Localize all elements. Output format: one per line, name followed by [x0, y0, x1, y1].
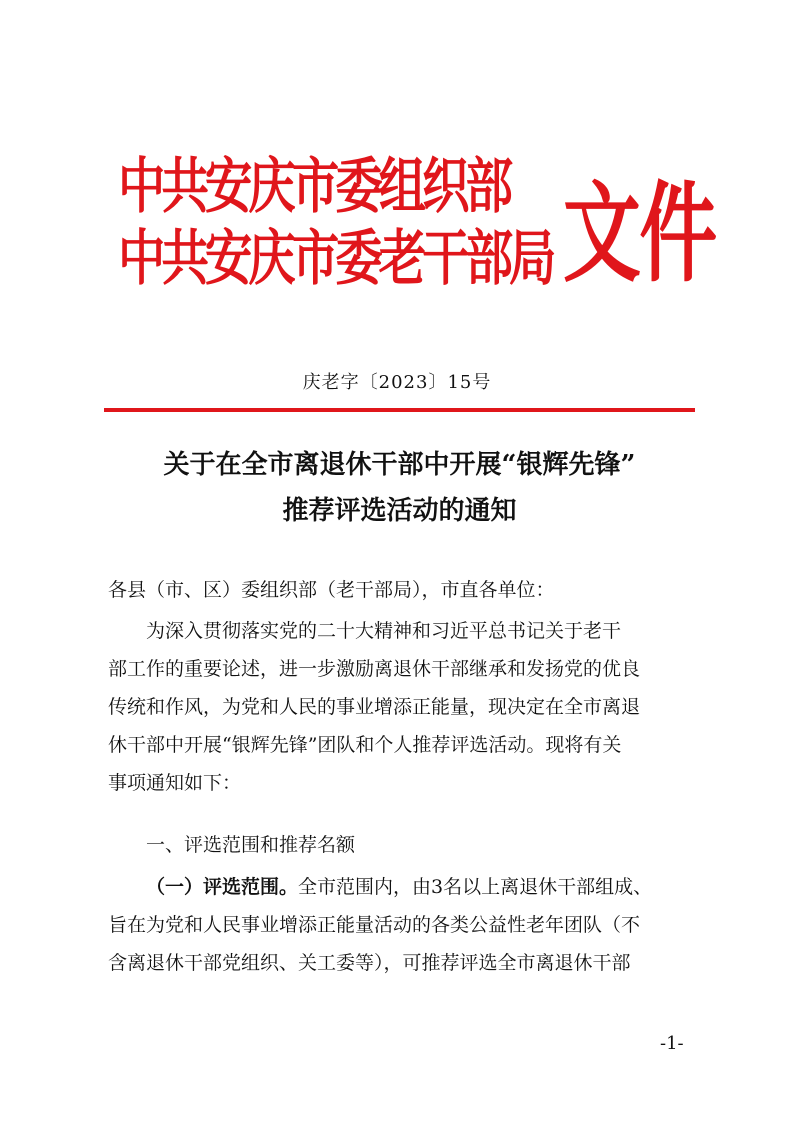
paragraph-line: 事项通知如下： [108, 772, 242, 794]
subsection-line [146, 878, 695, 897]
section-heading: 一、评选范围和推荐名额 [146, 834, 356, 856]
red-divider-line [104, 408, 695, 412]
paragraph-line: 部工作的重要论述，进一步激励离退休干部继承和发扬党的优良 [108, 658, 641, 680]
letterhead-org-line-1: 中共安庆市委组织部 [118, 152, 510, 222]
paragraph-line: 含离退休干部党组织、关工委等），可推荐评选全市离退休干部 [108, 952, 631, 974]
letterhead-org-line-2: 中共安庆市委老干部局 [118, 224, 553, 294]
paragraph-line: 休干部中开展“银辉先锋”团队和个人推荐评选活动。现将有关 [108, 734, 622, 756]
subsection-text: 全市范围内，由3名以上离退休干部组成、 [298, 876, 653, 898]
document-title-line-2: 推荐评选活动的通知 [282, 496, 517, 526]
document-title-line-1: 关于在全市离退休干部中开展“银辉先锋” [163, 450, 636, 480]
paragraph-line: 旨在为党和人民事业增添正能量活动的各类公益性老年团队（不 [108, 914, 641, 936]
document-number: 庆老字〔2023〕15号 [302, 372, 492, 393]
subsection-label: （一）评选范围。 [146, 876, 299, 898]
salutation: 各县（市、区）委组织部（老干部局），市直各单位： [108, 579, 555, 601]
paragraph-line: 传统和作风，为党和人民的事业增添正能量，现决定在全市离退 [108, 696, 641, 718]
letterhead [118, 145, 716, 330]
paragraph-line: 为深入贯彻落实党的二十大精神和习近平总书记关于老干 [146, 620, 622, 642]
page-number: -1- [660, 1033, 684, 1054]
letterhead-document-word: 文件 [563, 172, 716, 297]
